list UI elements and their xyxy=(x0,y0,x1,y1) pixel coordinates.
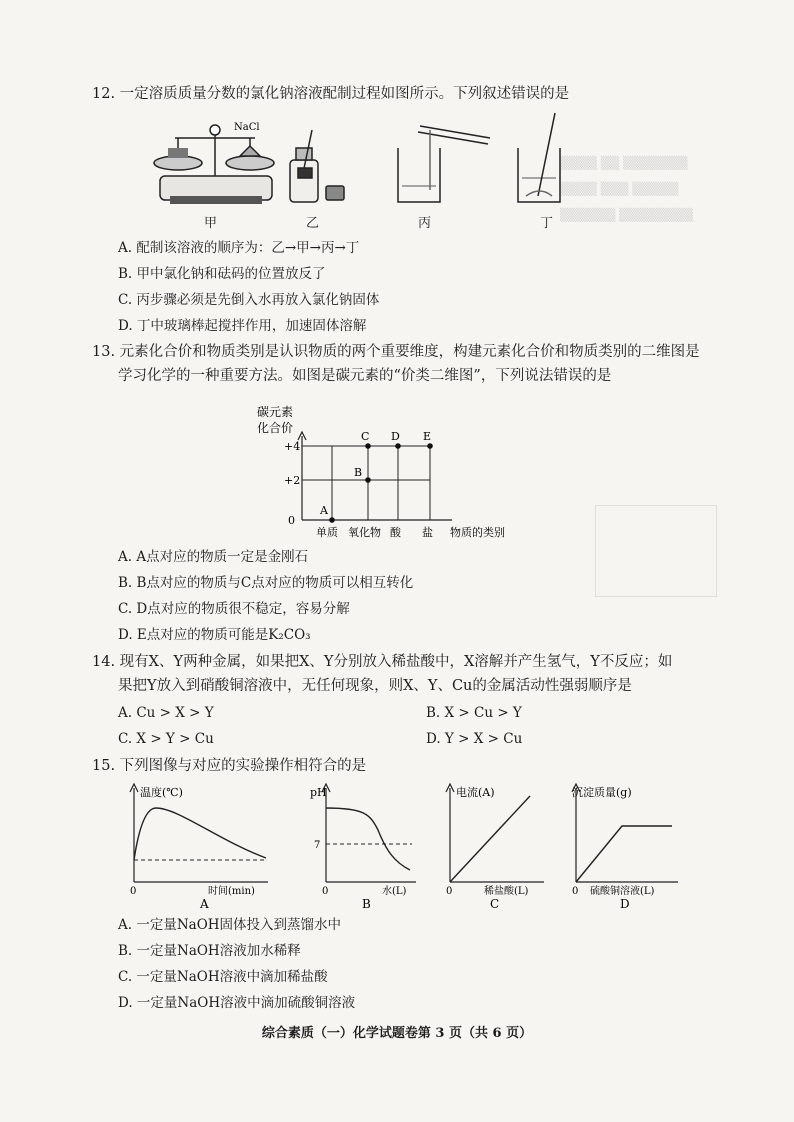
graph-c xyxy=(434,780,564,910)
x-category-element: 单质 xyxy=(316,526,338,539)
q13-option-a: A. A点对应的物质一定是金刚石 xyxy=(118,549,309,565)
q15-option-b: B. 一定量NaOH溶液加水稀释 xyxy=(118,943,301,959)
point-label-b: B xyxy=(354,466,363,479)
graph-c-letter: C xyxy=(490,897,500,910)
q14-stem-line2: 果把Y放入到硝酸铜溶液中，无任何现象，则X、Y、Cu的金属活动性强弱顺序是 xyxy=(118,678,632,694)
y-tick-zero: 0 xyxy=(288,514,295,527)
q14-option-b: B. X > Cu > Y xyxy=(426,705,522,721)
graph-d-origin: 0 xyxy=(572,886,579,897)
chart-ylabel-2: 化合价 xyxy=(257,421,294,435)
q14-option-d: D. Y > X > Cu xyxy=(426,731,523,747)
page-footer: 综合素质（一）化学试题卷第 3 页（共 6 页） xyxy=(261,1026,533,1041)
point-b xyxy=(365,477,371,483)
chart-ylabel-1: 碳元素 xyxy=(257,405,294,419)
graph-a-ylabel: 温度(℃) xyxy=(140,786,183,799)
point-label-a: A xyxy=(320,504,328,517)
graph-d-ylabel: 沉淀质量(g) xyxy=(572,786,632,799)
q12-option-b: B. 甲中氯化钠和砝码的位置放反了 xyxy=(118,266,326,282)
x-category-salt: 盐 xyxy=(422,526,433,539)
q15-option-d: D. 一定量NaOH溶液中滴加硫酸铜溶液 xyxy=(118,995,356,1011)
q12-option-d: D. 丁中玻璃棒起搅拌作用，加速固体溶解 xyxy=(118,318,367,334)
reagent-bottle xyxy=(290,130,344,202)
y-tick-plus2: +2 xyxy=(284,474,301,487)
nacl-label: NaCl xyxy=(234,122,260,133)
graph-d-xlabel: 硫酸铜溶液(L) xyxy=(590,886,655,897)
point-a xyxy=(329,517,335,523)
graph-a xyxy=(118,780,278,910)
graph-c-origin: 0 xyxy=(446,886,453,897)
q14-option-c: C. X > Y > Cu xyxy=(118,731,214,747)
q14-stem-line1: 14. 现有X、Y两种金属，如果把X、Y分别放入稀盐酸中，X溶解并产生氢气，Y不反应；如 xyxy=(92,654,673,670)
q13-option-d: D. E点对应的物质可能是K₂CO₃ xyxy=(118,627,311,643)
graph-a-letter: A xyxy=(200,897,209,910)
graph-a-xlabel: 时间(min) xyxy=(208,886,255,897)
graph-c-ylabel: 电流(A) xyxy=(456,786,495,799)
point-d xyxy=(395,443,401,449)
q15-stem: 15. 下列图像与对应的实验操作相符合的是 xyxy=(92,758,367,774)
graph-b-ylabel: pH xyxy=(310,786,327,799)
q12-stem: 12. 一定溶质质量分数的氯化钠溶液配制过程如图所示。下列叙述错误的是 xyxy=(92,86,570,102)
q13-option-c: C. D点对应的物质很不稳定，容易分解 xyxy=(118,601,350,617)
y-tick-plus4: +4 xyxy=(284,440,301,453)
graph-b-tick-7: 7 xyxy=(314,840,321,851)
bleed-through-text: ▒▒▒▒ ▒▒ ▒▒▒▒▒▒▒ ▒▒▒▒ ▒▒▒ ▒▒▒▒▒ ▒▒▒▒▒▒ ▒▒▒▒▒▒▒▒ xyxy=(560,156,694,222)
graph-d xyxy=(560,780,700,910)
q13-option-b: B. B点对应的物质与C点对应的物质可以相互转化 xyxy=(118,575,414,591)
q12-option-c: C. 丙步骤必须是先倒入水再放入氯化钠固体 xyxy=(118,292,380,308)
graph-c-xlabel: 稀盐酸(L) xyxy=(484,886,529,897)
fig-label-bing: 丙 xyxy=(418,216,432,231)
valence-class-chart xyxy=(250,398,540,543)
x-category-oxide: 氧化物 xyxy=(348,526,381,539)
graph-d-letter: D xyxy=(620,897,630,910)
point-label-e: E xyxy=(423,430,432,443)
graph-b-origin: 0 xyxy=(322,886,329,897)
balance-illustration xyxy=(154,125,274,204)
bleed-through-box xyxy=(595,505,717,597)
stirring-illustration xyxy=(518,113,560,202)
pouring-illustration xyxy=(398,126,490,202)
x-category-acid: 酸 xyxy=(390,526,401,539)
point-label-c: C xyxy=(361,430,370,443)
q13-stem-line1: 13. 元素化合价和物质类别是认识物质的两个重要维度，构建元素化合价和物质类别的二维图是 xyxy=(92,344,700,360)
graph-b-xlabel: 水(L) xyxy=(382,886,407,897)
point-label-d: D xyxy=(391,430,400,443)
q12-figure xyxy=(140,108,580,228)
graph-b xyxy=(304,780,434,910)
fig-label-jia: 甲 xyxy=(204,216,218,231)
q15-option-a: A. 一定量NaOH固体投入到蒸馏水中 xyxy=(118,917,342,933)
q13-stem-line2: 学习化学的一种重要方法。如图是碳元素的“价类二维图”，下列说法错误的是 xyxy=(118,368,612,384)
q14-option-a: A. Cu > X > Y xyxy=(118,705,214,721)
chart-xlabel: 物质的类别 xyxy=(450,526,505,539)
point-c xyxy=(365,443,371,449)
fig-label-yi: 乙 xyxy=(306,216,320,231)
point-e xyxy=(427,443,433,449)
fig-label-ding: 丁 xyxy=(540,216,554,231)
graph-b-letter: B xyxy=(362,897,371,910)
q12-option-a: A. 配制该溶液的顺序为：乙→甲→丙→丁 xyxy=(118,240,360,256)
graph-a-origin: 0 xyxy=(130,886,137,897)
q15-option-c: C. 一定量NaOH溶液中滴加稀盐酸 xyxy=(118,969,328,985)
